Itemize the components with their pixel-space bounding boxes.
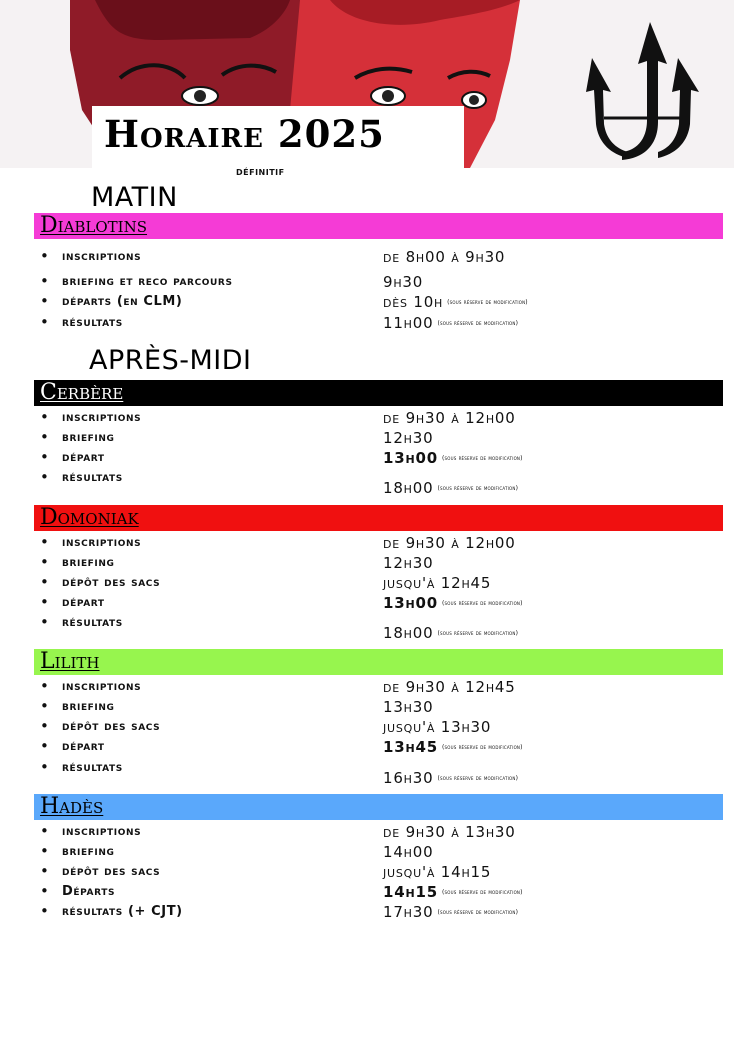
schedule-item: [38, 882, 728, 902]
schedule-item: [38, 292, 728, 312]
item-label: dépôt des sacs: [62, 864, 161, 879]
item-label: briefing et reco parcours: [62, 274, 233, 289]
item-note: (sous réserve de modification): [441, 599, 523, 607]
schedule-item: [38, 737, 728, 757]
period-heading-morning: MATIN: [91, 182, 178, 213]
schedule-item: [38, 677, 728, 697]
item-label: dépôt des sacs: [62, 575, 161, 590]
schedule-item: [38, 593, 728, 613]
item-time-text: 13h30: [383, 698, 434, 716]
item-label: départ: [62, 739, 105, 754]
schedule-item: [38, 842, 728, 862]
item-time-text: 17h30: [383, 903, 434, 921]
bullet-icon: •: [40, 448, 49, 466]
bullet-icon: •: [40, 573, 49, 591]
schedule-item: [38, 613, 728, 642]
item-label: résultats (+ CJT): [62, 904, 183, 919]
item-time-text: 13h00: [383, 594, 438, 612]
schedule-item: [38, 428, 728, 448]
section-name: Cerbère: [40, 380, 124, 405]
item-note: (sous réserve de modification): [437, 908, 519, 916]
bullet-icon: •: [40, 247, 49, 265]
item-label: résultats: [62, 315, 123, 330]
item-time: [383, 842, 433, 862]
bullet-icon: •: [40, 593, 49, 611]
bullet-icon: •: [40, 533, 49, 551]
item-label: départs (en CLM): [62, 294, 183, 309]
item-label: résultats: [62, 615, 123, 630]
section-name: Diablotins: [40, 213, 148, 238]
item-label: départ: [62, 450, 105, 465]
item-time-text: de 9h30 à 13h30: [383, 823, 516, 841]
item-label: résultats: [62, 760, 123, 775]
bullet-icon: •: [40, 428, 49, 446]
item-label: briefing: [62, 430, 115, 445]
section-bar: [34, 649, 723, 675]
item-time: [383, 553, 433, 573]
period-heading-afternoon: APRÈS-MIDI: [89, 345, 252, 376]
section-bar: [34, 380, 723, 406]
bullet-icon: •: [40, 468, 49, 486]
item-label: inscriptions: [62, 679, 142, 694]
item-label: briefing: [62, 844, 115, 859]
schedule-item: [38, 533, 728, 553]
section-bar: [34, 213, 723, 239]
item-time: [383, 822, 516, 842]
item-label: départ: [62, 595, 105, 610]
item-label: inscriptions: [62, 249, 142, 264]
item-note: (sous réserve de modification): [437, 629, 519, 637]
item-label: Départs: [62, 884, 116, 899]
bullet-icon: •: [40, 882, 49, 900]
bullet-icon: •: [40, 822, 49, 840]
schedule-item: [38, 758, 728, 787]
item-time-text: 18h00: [383, 479, 434, 497]
schedule-item: [38, 862, 728, 882]
item-time-text: 12h30: [383, 429, 434, 447]
bullet-icon: •: [40, 737, 49, 755]
item-time-text: 13h45: [383, 738, 438, 756]
item-time-text: 9h30: [383, 273, 424, 291]
section-name: Hadès: [40, 794, 104, 819]
item-time: [383, 272, 423, 292]
schedule-item: [38, 573, 728, 593]
item-time: [383, 428, 433, 448]
bullet-icon: •: [40, 717, 49, 735]
section-bar: [34, 794, 723, 820]
item-time: [383, 533, 516, 553]
item-label: résultats: [62, 470, 123, 485]
bullet-icon: •: [40, 842, 49, 860]
item-time-text: 12h30: [383, 554, 434, 572]
item-time: [383, 593, 523, 614]
item-label: dépôt des sacs: [62, 719, 161, 734]
item-label: inscriptions: [62, 410, 142, 425]
item-note: (sous réserve de modification): [441, 454, 523, 462]
item-time-text: 18h00: [383, 624, 434, 642]
schedule-item: [38, 313, 728, 333]
item-time: [383, 882, 523, 903]
bullet-icon: •: [40, 613, 49, 631]
item-note: (sous réserve de modification): [437, 319, 519, 327]
item-note: (sous réserve de modification): [447, 298, 528, 306]
bullet-icon: •: [40, 408, 49, 426]
schedule-item: [38, 717, 728, 737]
schedule-item: [38, 468, 728, 497]
bullet-icon: •: [40, 862, 49, 880]
item-time-text: de 8h00 à 9h30: [383, 248, 506, 266]
item-time: [383, 478, 518, 499]
item-time-text: jusqu'à 13h30: [383, 718, 492, 736]
item-label: inscriptions: [62, 824, 142, 839]
bullet-icon: •: [40, 272, 49, 290]
item-time: [383, 292, 528, 313]
item-note: (sous réserve de modification): [437, 774, 519, 782]
item-time-text: jusqu'à 14h15: [383, 863, 492, 881]
item-time-text: 16h30: [383, 769, 434, 787]
item-time: [383, 717, 491, 737]
schedule-item: [38, 902, 728, 922]
bullet-icon: •: [40, 902, 49, 920]
schedule-item: [38, 272, 728, 292]
item-time: [383, 902, 518, 923]
bullet-icon: •: [40, 553, 49, 571]
item-note: (sous réserve de modification): [437, 484, 519, 492]
item-time: [383, 677, 516, 697]
item-time-text: jusqu'à 12h45: [383, 574, 492, 592]
item-time: [383, 313, 518, 334]
bullet-icon: •: [40, 677, 49, 695]
item-time-text: 14h15: [383, 883, 438, 901]
schedule-item: [38, 448, 728, 468]
item-time-text: 11h00: [383, 314, 434, 332]
bullet-icon: •: [40, 697, 49, 715]
item-time: [383, 448, 523, 469]
item-time: [383, 697, 433, 717]
item-note: (sous réserve de modification): [441, 743, 523, 751]
item-label: inscriptions: [62, 535, 142, 550]
item-note: (sous réserve de modification): [441, 888, 523, 896]
item-label: briefing: [62, 699, 115, 714]
item-time: [383, 768, 518, 789]
item-label: briefing: [62, 555, 115, 570]
page-title: Horaire 2025: [104, 112, 385, 156]
item-time-text: 14h00: [383, 843, 434, 861]
schedule-item: [38, 697, 728, 717]
item-time: [383, 623, 518, 644]
schedule-item: [38, 408, 728, 428]
section-name: Lilith: [40, 649, 100, 674]
item-time-text: de 9h30 à 12h00: [383, 534, 516, 552]
schedule-item: [38, 553, 728, 573]
item-time: [383, 408, 516, 428]
item-time-text: dès 10h: [383, 293, 444, 311]
item-time: [383, 737, 523, 758]
item-time-text: de 9h30 à 12h45: [383, 678, 516, 696]
item-time: [383, 247, 505, 267]
section-name: Domoniak: [40, 505, 139, 530]
item-time: [383, 573, 491, 593]
item-time-text: de 9h30 à 12h00: [383, 409, 516, 427]
section-bar: [34, 505, 723, 531]
bullet-icon: •: [40, 292, 49, 310]
item-time-text: 13h00: [383, 449, 438, 467]
item-time: [383, 862, 491, 882]
page-subtitle: définitif: [236, 164, 285, 178]
bullet-icon: •: [40, 758, 49, 776]
schedule-item: [38, 822, 728, 842]
bullet-icon: •: [40, 313, 49, 331]
schedule-item: [38, 247, 728, 267]
